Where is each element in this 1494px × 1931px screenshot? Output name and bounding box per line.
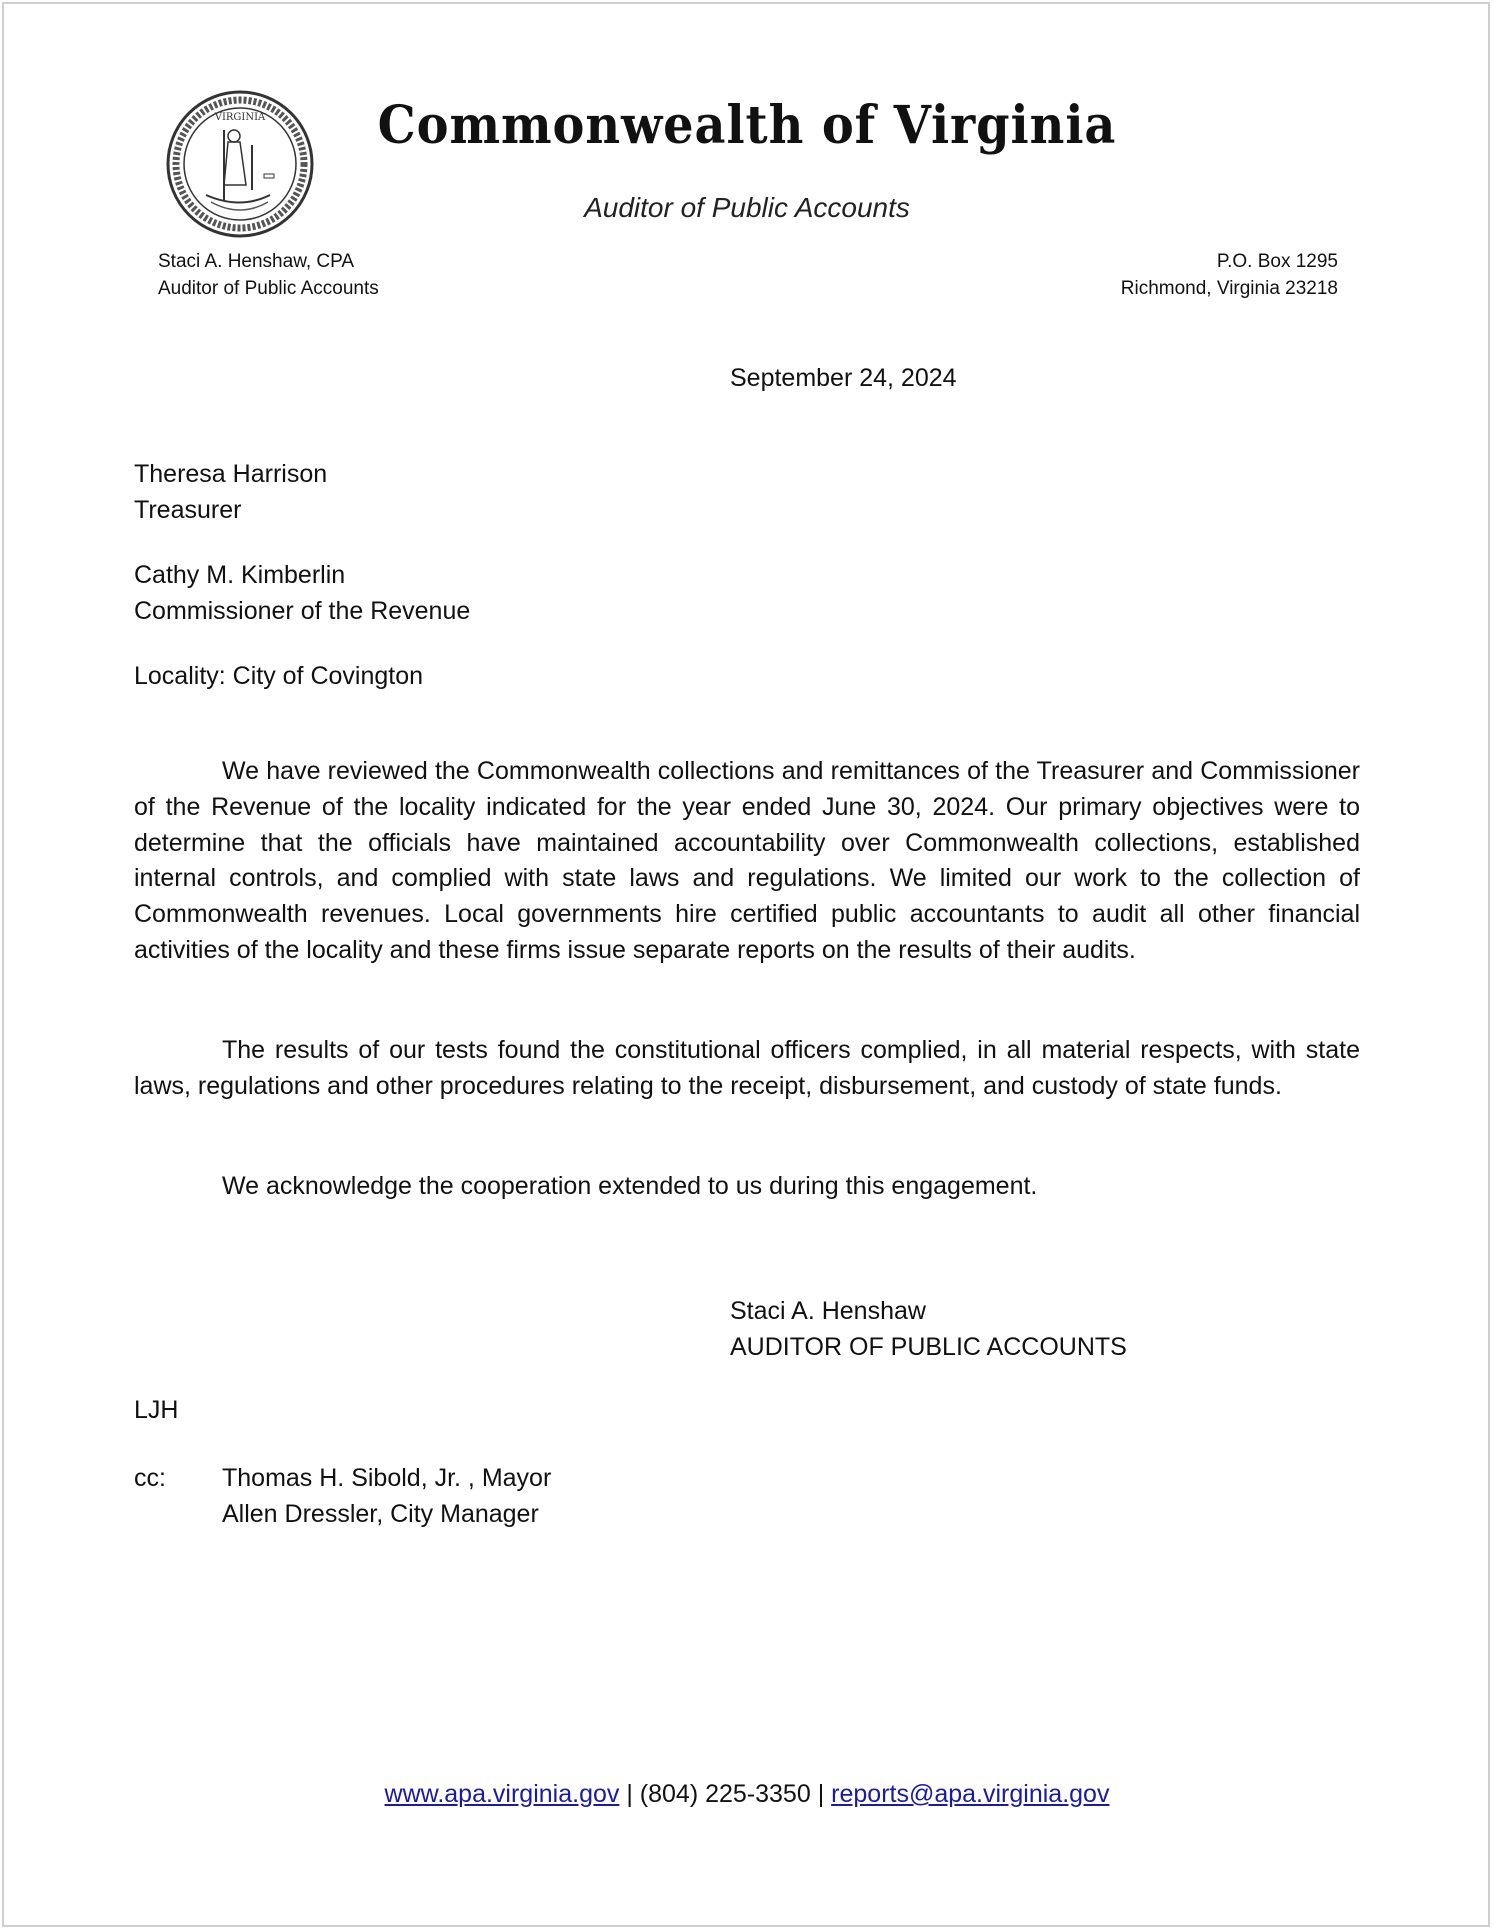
body-paragraph-2: The results of our tests found the constitutional officers complied, in all material respects, with state laws, regulations and other procedures relating to the receipt, disbursement, and custody of state funds. bbox=[134, 1036, 1360, 1100]
signer-title: AUDITOR OF PUBLIC ACCOUNTS bbox=[730, 1333, 1127, 1361]
mailing-address-block bbox=[1121, 248, 1338, 302]
letter-date: September 24, 2024 bbox=[730, 364, 957, 392]
cc-block bbox=[134, 1460, 551, 1532]
body-paragraph-1: We have reviewed the Commonwealth collections and remittances of the Treasurer and Commissioner of the Revenue of the locality indicated for the year ended June 30, 2024. Our primary objectives were to determine that the officials have maintained accountability over Commonwealth collections, established internal controls, and complied with state laws and regulations. We limited our work to the collection of Commonwealth revenues. Local governments hire certified public accountants to audit all other financial activities of the locality and these firms issue separate reports on the results of their audits. bbox=[134, 757, 1360, 964]
cc-recipient: Allen Dressler, City Manager bbox=[222, 1500, 539, 1528]
recipient-title: Treasurer bbox=[134, 496, 242, 524]
recipient-1 bbox=[134, 456, 327, 528]
email-link[interactable]: reports@apa.virginia.gov bbox=[831, 1780, 1110, 1808]
letterhead-title: Commonwealth of Virginia bbox=[377, 95, 1117, 156]
footer-separator: | bbox=[626, 1780, 633, 1808]
cc-recipients bbox=[222, 1460, 551, 1532]
locality-line: Locality: City of Covington bbox=[134, 662, 424, 690]
footer-separator: | bbox=[817, 1780, 825, 1808]
po-box: P.O. Box 1295 bbox=[1216, 251, 1338, 272]
recipient-name: Theresa Harrison bbox=[134, 460, 328, 488]
footer-contact bbox=[0, 1780, 1494, 1809]
city-state-zip: Richmond, Virginia 23218 bbox=[1120, 278, 1338, 299]
cc-recipient: Thomas H. Sibold, Jr. , Mayor bbox=[222, 1464, 552, 1492]
auditor-office: Auditor of Public Accounts bbox=[158, 278, 379, 299]
signature-block bbox=[730, 1293, 1127, 1365]
typist-initials: LJH bbox=[134, 1396, 179, 1424]
body-paragraph-3: We acknowledge the cooperation extended to us during this engagement. bbox=[222, 1172, 1038, 1200]
recipient-2 bbox=[134, 557, 470, 629]
cc-label: cc: bbox=[134, 1464, 166, 1492]
recipient-name: Cathy M. Kimberlin bbox=[134, 561, 346, 589]
auditor-name-block bbox=[158, 248, 379, 302]
auditor-name: Staci A. Henshaw, CPA bbox=[158, 251, 355, 272]
signer-name: Staci A. Henshaw bbox=[730, 1297, 926, 1325]
recipient-title: Commissioner of the Revenue bbox=[134, 597, 471, 625]
phone-number: (804) 225-3350 bbox=[639, 1780, 811, 1808]
svg-text:VIRGINIA: VIRGINIA bbox=[214, 112, 266, 123]
letterhead-subtitle: Auditor of Public Accounts bbox=[584, 192, 910, 223]
website-link[interactable]: www.apa.virginia.gov bbox=[384, 1780, 620, 1808]
